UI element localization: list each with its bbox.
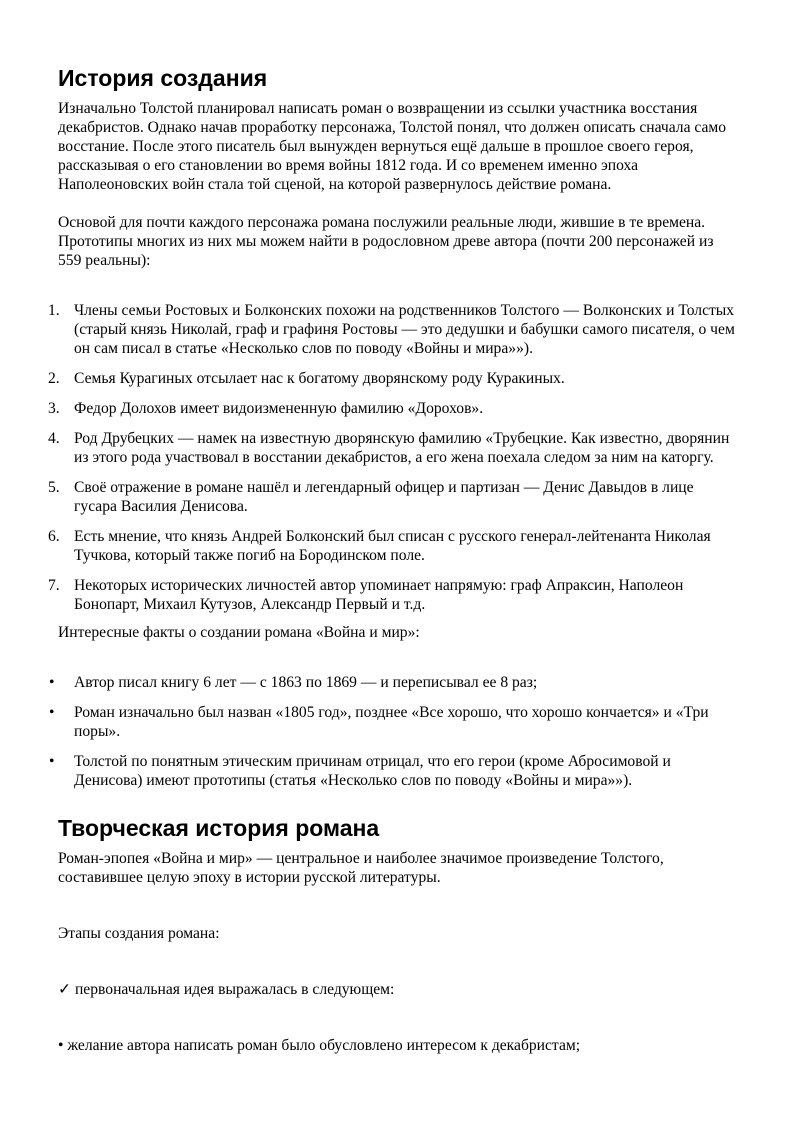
list-item-text: Автор писал книгу 6 лет — с 1863 по 1869 — и переписывал ее 8 раз; [74, 674, 538, 691]
paragraph-prototypes: Основой для почти каждого персонажа романа послужили реальные люди, жившие в те времена. Прототипы многих из них мы можем найти в родословном древе автора (почти 200 персонажей из 559 реальны): [58, 214, 714, 269]
list-item [48, 576, 740, 614]
list-number: 7. [48, 577, 60, 594]
list-number: 1. [48, 302, 60, 319]
stage-first-idea: ✓ первоначальная идея выражалась в следующем: [58, 981, 395, 998]
list-item [48, 399, 740, 418]
section-title-creative: Творческая история романа [58, 815, 380, 841]
facts-intro: Интересные факты о создании романа «Война и мир»: [58, 624, 420, 641]
facts-list [49, 673, 740, 790]
list-item-text: Есть мнение, что князь Андрей Болконский был списан с русского генерал-лейтенанта Николая Тучкова, который также погиб на Бородинском поле. [74, 528, 711, 564]
list-item [49, 703, 740, 741]
bullet-marker: • [49, 704, 55, 721]
list-item-text: Роман изначально был назван «1805 год», позднее «Все хорошо, что хорошо кончается» и «Три поры». [74, 704, 709, 740]
list-item [48, 429, 740, 467]
list-number: 3. [48, 400, 60, 417]
list-item [49, 752, 740, 790]
paragraph-epic: Роман-эпопея «Война и мир» — центральное и наиболее значимое произведение Толстого, составившее целую эпоху в истории русской литературы. [58, 850, 664, 886]
list-item [49, 673, 740, 692]
bullet-marker: • [49, 674, 55, 691]
list-item-text: Семья Курагиных отсылает нас к богатому дворянскому роду Куракиных. [74, 370, 565, 387]
list-item-text: Род Друбецких — намек на известную дворянскую фамилию «Трубецкие. Как известно, дворянин из этого рода участвовал в восстании декабристов, а его жена поехала следом за ним на каторгу. [74, 430, 730, 466]
stages-label: Этапы создания романа: [58, 925, 220, 942]
list-item [48, 301, 740, 358]
list-number: 4. [48, 430, 60, 447]
list-item-text: Толстой по понятным этическим причинам отрицал, что его герои (кроме Абросимовой и Денисова) имеют прототипы (статья «Несколько слов по поводу «Войны и мира»»). [74, 753, 671, 789]
paragraph-intro: Изначально Толстой планировал написать роман о возвращении из ссылки участника восстания декабристов. Однако начав проработку персонажа, Толстой понял, что должен описать сначала само восстание. После этого писатель был вынужден вернуться ещё дальше в прошлое своего героя, рассказывая о его становлении во время войны 1812 года. И со временем именно эпоха Наполеоновских войн стала той сценой, на которой развернулось действие романа. [58, 100, 727, 193]
list-item [48, 369, 740, 388]
bullet-marker: • [49, 753, 55, 770]
list-item-text: Своё отражение в романе нашёл и легендарный офицер и партизан — Денис Давыдов в лице гусара Василия Денисова. [74, 479, 694, 515]
list-item [48, 478, 740, 516]
stage-bullet-decembrists: • желание автора написать роман было обусловлено интересом к декабристам; [58, 1037, 581, 1054]
list-item-text: Федор Долохов имеет видоизмененную фамилию «Дорохов». [74, 400, 484, 417]
list-item [48, 527, 740, 565]
section-title-history: История создания [58, 65, 268, 91]
list-item-text: Некоторых исторических личностей автор упоминает напрямую: граф Апраксин, Наполеон Бонопарт, Михаил Кутузов, Александр Первый и т.д. [74, 577, 684, 613]
list-item-text: Члены семьи Ростовых и Болконских похожи на родственников Толстого — Волконских и Толстых (старый князь Николай, граф и графиня Ростовы — это дедушки и бабушки самого писателя, о чем он сам писал в статье «Несколько слов по поводу «Войны и мира»»). [74, 302, 735, 357]
list-number: 2. [48, 370, 60, 387]
section-creative-history [58, 813, 740, 1055]
list-number: 6. [48, 528, 60, 545]
list-number: 5. [48, 479, 60, 496]
prototypes-list [48, 301, 740, 614]
